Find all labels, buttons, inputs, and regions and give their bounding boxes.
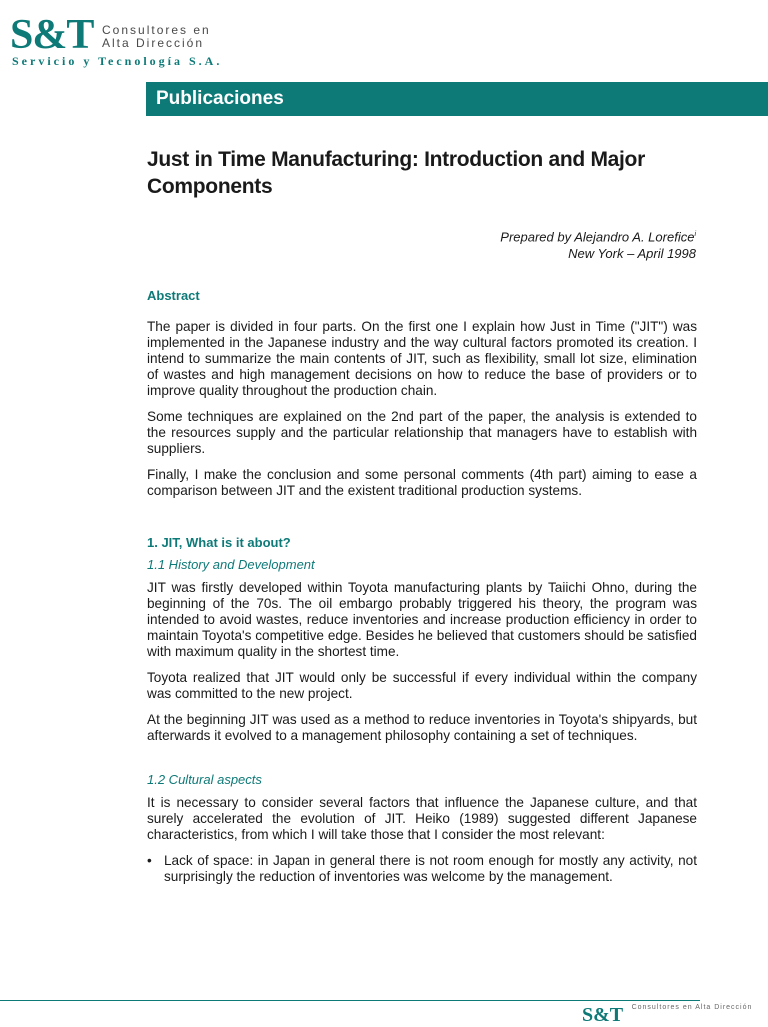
subsection-heading: 1.2 Cultural aspects [147, 772, 262, 787]
section-heading: 1. JIT, What is it about? [147, 535, 291, 550]
abstract-paragraph: The paper is divided in four parts. On the first one I explain how Just in Time ("JIT") was implemented in the Japanese industry and the way cultural factors promoted its creation. I intend to summarize the main contents of JIT, such as flexibility, small lot size, elimination of wastes and high management decisions on how to reduce the base of providers or to improve quality throughout the production chain. [147, 319, 697, 398]
footer-logo-tagline: Consultores en Alta Dirección [631, 1004, 753, 1011]
subsection-heading: 1.1 History and Development [147, 557, 315, 572]
body-paragraph: It is necessary to consider several factors that influence the Japanese culture, and that surely accelerated the evolution of JIT. Heiko (1989) suggested different Japanese characteristics, from which I will take those that I consider the most relevant: [147, 795, 697, 842]
logo-mark: S&T [10, 12, 94, 58]
abstract-paragraph: Finally, I make the conclusion and some personal comments (4th part) aiming to ease a comparison between JIT and the existent traditional production systems. [147, 467, 697, 498]
body-paragraph: At the beginning JIT was used as a method to reduce inventories in Toyota's shipyards, but afterwards it evolved to a management philosophy containing a set of techniques. [147, 712, 697, 743]
section-banner: Publicaciones [146, 82, 768, 116]
document-title: Just in Time Manufacturing: Introduction and Major Components [147, 148, 645, 198]
abstract-heading: Abstract [147, 288, 200, 303]
place-date: New York – April 1998 [568, 246, 696, 262]
author-footnote-marker: i [694, 231, 696, 238]
author-line [500, 226, 696, 245]
footer-divider [0, 1000, 700, 1001]
body-paragraph: Toyota realized that JIT would only be successful if every individual within the company was committed to the new project. [147, 670, 697, 701]
bullet-text: Lack of space: in Japan in general there is not room enough for mostly any activity, not surprisingly the reduction of inventories was welcome by the management. [164, 853, 697, 884]
author-name: Prepared by Alejandro A. Lorefice [500, 229, 695, 245]
logo-tagline: Consultores en Alta Dirección [102, 23, 211, 50]
footer-logo-mark: S&T [582, 1004, 624, 1026]
bullet-marker: • [147, 853, 152, 868]
body-paragraph: JIT was firstly developed within Toyota manufacturing plants by Taiichi Ohno, during the beginning of the 70s. The oil embargo probably triggered his theory, the program was intended to avoid wastes, reduce inventories and increase production efficiency in order to maintain Toyota's competitive edge. Besides he believed that customers should be satisfied with maximum quality in the shortest time. [147, 580, 697, 659]
byline [500, 226, 696, 262]
document-body [147, 288, 697, 885]
bullet-item [147, 853, 697, 885]
abstract-paragraph: Some techniques are explained on the 2nd part of the paper, the analysis is extended to the resources supply and the particular relationship that managers have to establish with suppliers. [147, 409, 697, 456]
logo-subtitle: Servicio y Tecnología S.A. [12, 54, 223, 68]
